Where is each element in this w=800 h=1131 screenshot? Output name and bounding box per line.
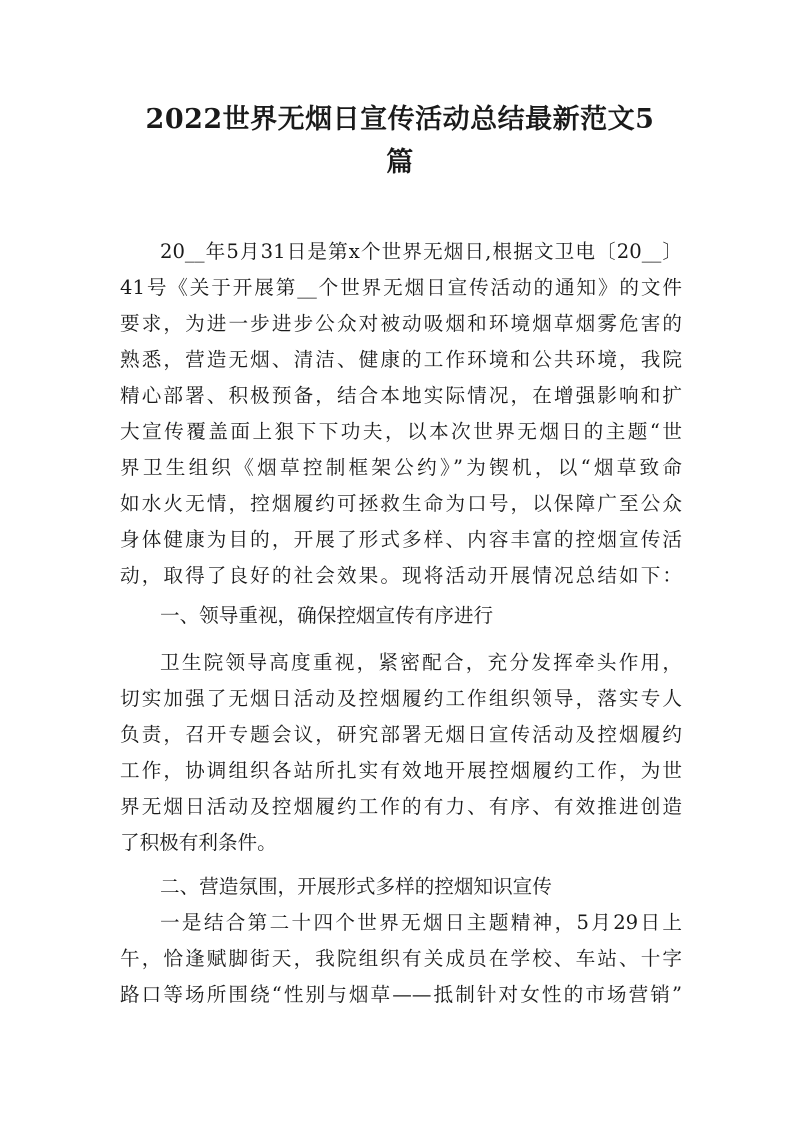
section-heading-1: 一、领导重视，确保控烟宣传有序进行 xyxy=(160,604,494,627)
document-title-line-1: 2022世界无烟日宣传活动总结最新范文5 xyxy=(145,104,655,135)
body-line-21: 路口等场所围绕“性别与烟草——抵制针对女性的市场营销” xyxy=(120,983,682,1006)
section-heading-2: 二、营造氛围，开展形式多样的控烟知识宣传 xyxy=(160,875,552,898)
body-line-15: 工作，协调组织各站所扎实有效地开展控烟履约工作，为世 xyxy=(120,759,682,782)
body-line-14: 负责，召开专题会议，研究部署无烟日宣传活动及控烟履约 xyxy=(120,723,682,746)
body-line-5: 精心部署、积极预备，结合本地实际情况，在增强影响和扩 xyxy=(120,384,682,407)
body-line-19: 一是结合第二十四个世界无烟日主题精神，5月29日上 xyxy=(160,911,682,934)
body-line-2: 41号《关于开展第__个世界无烟日宣传活动的通知》的文件 xyxy=(120,276,682,299)
body-line-4: 熟悉，营造无烟、清洁、健康的工作环境和公共环境，我院 xyxy=(120,348,682,371)
body-line-8: 如水火无情，控烟履约可拯救生命为口号，以保障广至公众 xyxy=(120,492,682,515)
body-line-3: 要求，为进一步进步公众对被动吸烟和环境烟草烟雾危害的 xyxy=(120,312,682,335)
body-line-20: 午，恰逢赋脚街天，我院组织有关成员在学校、车站、十字 xyxy=(120,947,682,970)
body-line-13: 切实加强了无烟日活动及控烟履约工作组织领导，落实专人 xyxy=(120,687,682,710)
body-line-9: 身体健康为目的，开展了形式多样、内容丰富的控烟宣传活 xyxy=(120,528,682,551)
body-line-17: 了积极有利条件。 xyxy=(120,831,277,854)
body-line-6: 大宣传覆盖面上狠下下功夫，以本次世界无烟日的主题“世 xyxy=(120,420,682,443)
body-line-12: 卫生院领导高度重视，紧密配合，充分发挥牵头作用， xyxy=(160,651,682,674)
body-line-7: 界卫生组织《烟草控制框架公约》”为锲机，以“烟草致命 xyxy=(120,456,682,479)
body-line-10: 动，取得了良好的社会效果。现将活动开展情况总结如下： xyxy=(120,564,682,587)
document-title-line-2: 篇 xyxy=(386,147,414,178)
body-line-1: 20__年5月31日是第x个世界无烟日,根据文卫电〔20__〕 xyxy=(160,240,682,263)
body-line-16: 界无烟日活动及控烟履约工作的有力、有序、有效推进创造 xyxy=(120,795,682,818)
